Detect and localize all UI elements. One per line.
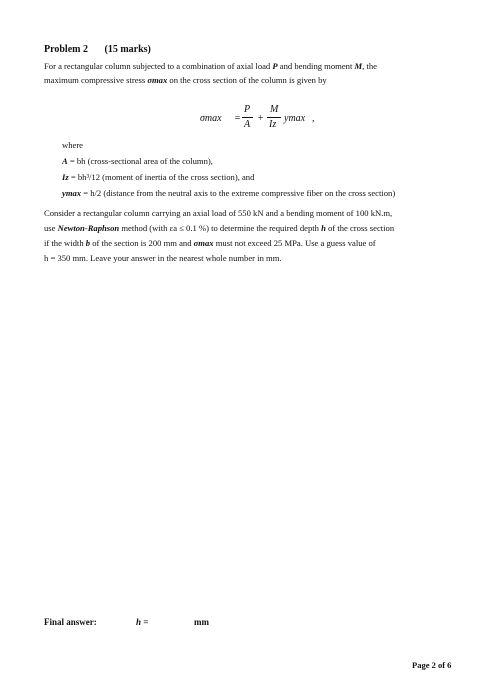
- method-name: Newton-Raphson: [57, 223, 120, 233]
- formula-A: A: [244, 119, 251, 130]
- formula-M: M: [270, 104, 279, 115]
- axial-load-symbol: P: [272, 61, 278, 71]
- answer-variable: h =: [136, 617, 149, 627]
- definition-text: = h/2 (distance from the neutral axis to the extreme compressive fiber on the cross section): [81, 188, 396, 198]
- definition-ymax: [62, 188, 395, 198]
- definition-text: = bh (cross-sectional area of the column),: [67, 156, 213, 166]
- intro-text: For a rectangular column subjected to a combination of axial load: [44, 61, 273, 71]
- definition-inertia: [62, 172, 254, 182]
- formula-plus: +: [257, 113, 264, 124]
- task-text: if the width: [44, 238, 86, 248]
- ymax-symbol: ymax: [62, 188, 82, 198]
- formula-Iz: Iz: [269, 119, 277, 130]
- task-line-4: h = 350 mm. Leave your answer in the nearest whole number in mm.: [44, 253, 282, 263]
- task-text: method (with εa ≤ 0.1 %) to determine the required depth: [119, 223, 322, 233]
- task-text: of the section is 200 mm and: [90, 238, 194, 248]
- sigma-max-symbol: σmax: [193, 238, 214, 248]
- problem-marks: (15 marks): [104, 44, 151, 55]
- answer-unit: mm: [194, 617, 209, 627]
- task-line-1: Consider a rectangular column carrying an axial load of 550 kN and a bending moment of 100 kN.m,: [44, 208, 393, 218]
- sigma-max-symbol: σmax: [147, 75, 168, 85]
- width-symbol: b: [85, 238, 91, 248]
- intro-text: on the cross section of the column is given by: [167, 75, 327, 85]
- final-answer-row: [44, 617, 209, 627]
- formula-ymax: ymax: [284, 113, 306, 124]
- intro-text: , the: [362, 61, 377, 71]
- task-text: of the cross section: [325, 223, 395, 233]
- formula-equals: =: [234, 113, 241, 124]
- intro-text: and bending moment: [277, 61, 355, 71]
- intro-line-1: [44, 61, 377, 73]
- task-text: must not exceed 25 MPa. Use a guess value of: [213, 238, 376, 248]
- fraction-bar: [267, 117, 281, 118]
- depth-symbol: h: [321, 223, 326, 233]
- intro-line-2: [44, 75, 327, 87]
- area-symbol: A: [62, 156, 68, 166]
- where-label: where: [62, 140, 83, 150]
- inertia-symbol: Iz: [62, 172, 69, 182]
- problem-heading: [44, 44, 151, 55]
- stress-formula: [200, 104, 320, 138]
- page-number: Page 2 of 6: [412, 660, 452, 670]
- task-line-2: [44, 223, 394, 235]
- moment-symbol: M: [354, 61, 363, 71]
- definition-text: = bh³/12 (moment of inertia of the cross section), and: [68, 172, 255, 182]
- fraction-bar: [242, 117, 253, 118]
- task-text: use: [44, 223, 58, 233]
- intro-text: maximum compressive stress: [44, 75, 148, 85]
- final-answer-label: Final answer:: [44, 617, 97, 627]
- formula-comma: ,: [312, 113, 315, 124]
- formula-lhs: σmax: [200, 113, 222, 124]
- formula-P: P: [244, 104, 251, 115]
- task-line-3: [44, 238, 376, 250]
- problem-title: Problem 2: [44, 44, 88, 55]
- definition-area: [62, 156, 213, 166]
